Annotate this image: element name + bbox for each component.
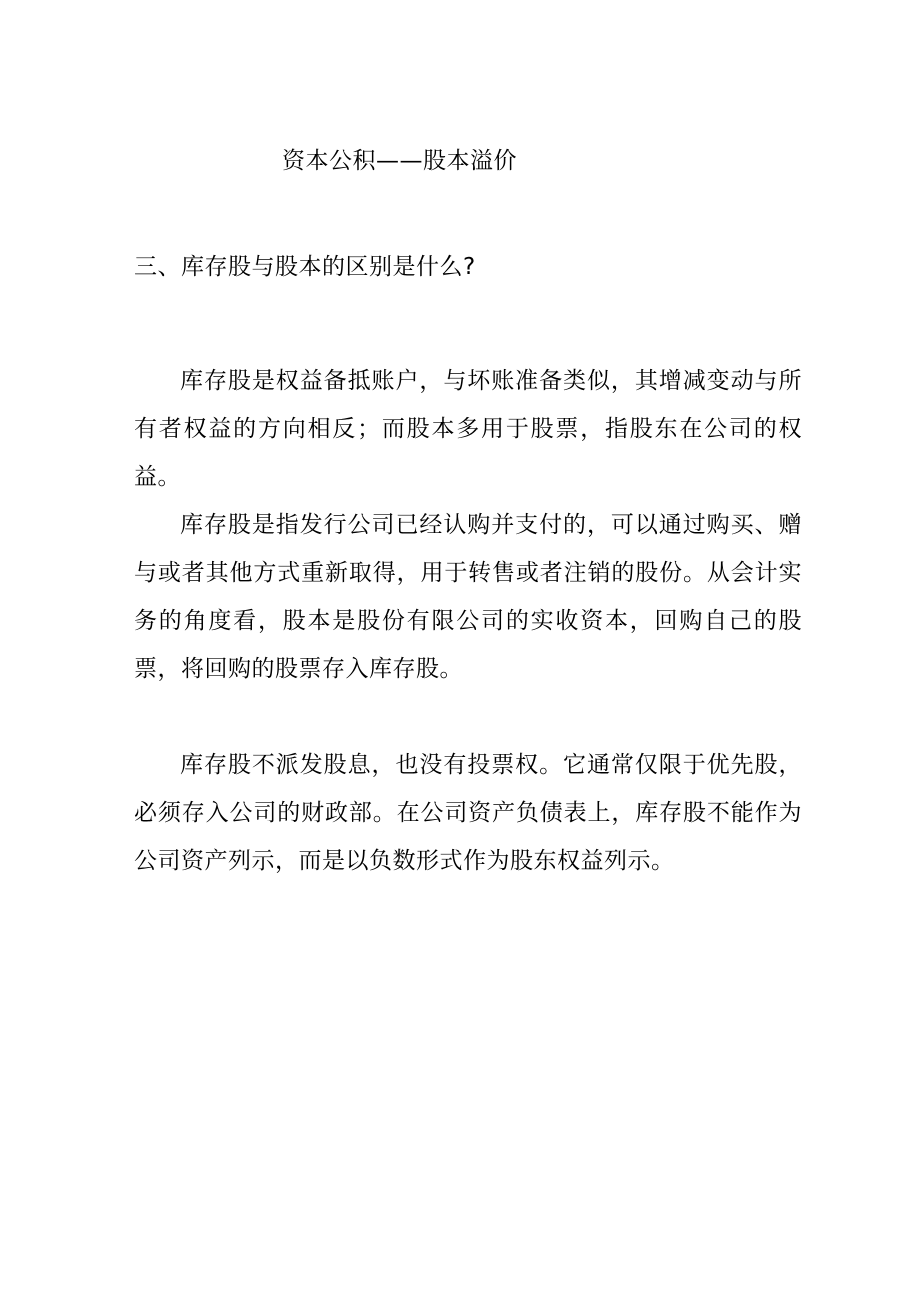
paragraph-2: 库存股是指发行公司已经认购并支付的，可以通过购买、赠与或者其他方式重新取得，用于转售或者注销的股份。从会计实务的角度看，股本是股份有限公司的实收资本，回购自己的股票，将回购的股票存入库存股。 bbox=[134, 512, 802, 682]
paragraph-1: 库存股是权益备抵账户，与坏账准备类似，其增减变动与所有者权益的方向相反；而股本多用于股票，指股东在公司的权益。 bbox=[134, 368, 802, 490]
section-heading: 三、库存股与股本的区别是什么? bbox=[134, 254, 476, 280]
journal-entry-line: 资本公积——股本溢价 bbox=[282, 148, 517, 174]
paragraph-3: 库存股不派发股息，也没有投票权。它通常仅限于优先股，必须存入公司的财政部。在公司资产负债表上，库存股不能作为公司资产列示，而是以负数形式作为股东权益列示。 bbox=[134, 752, 802, 874]
